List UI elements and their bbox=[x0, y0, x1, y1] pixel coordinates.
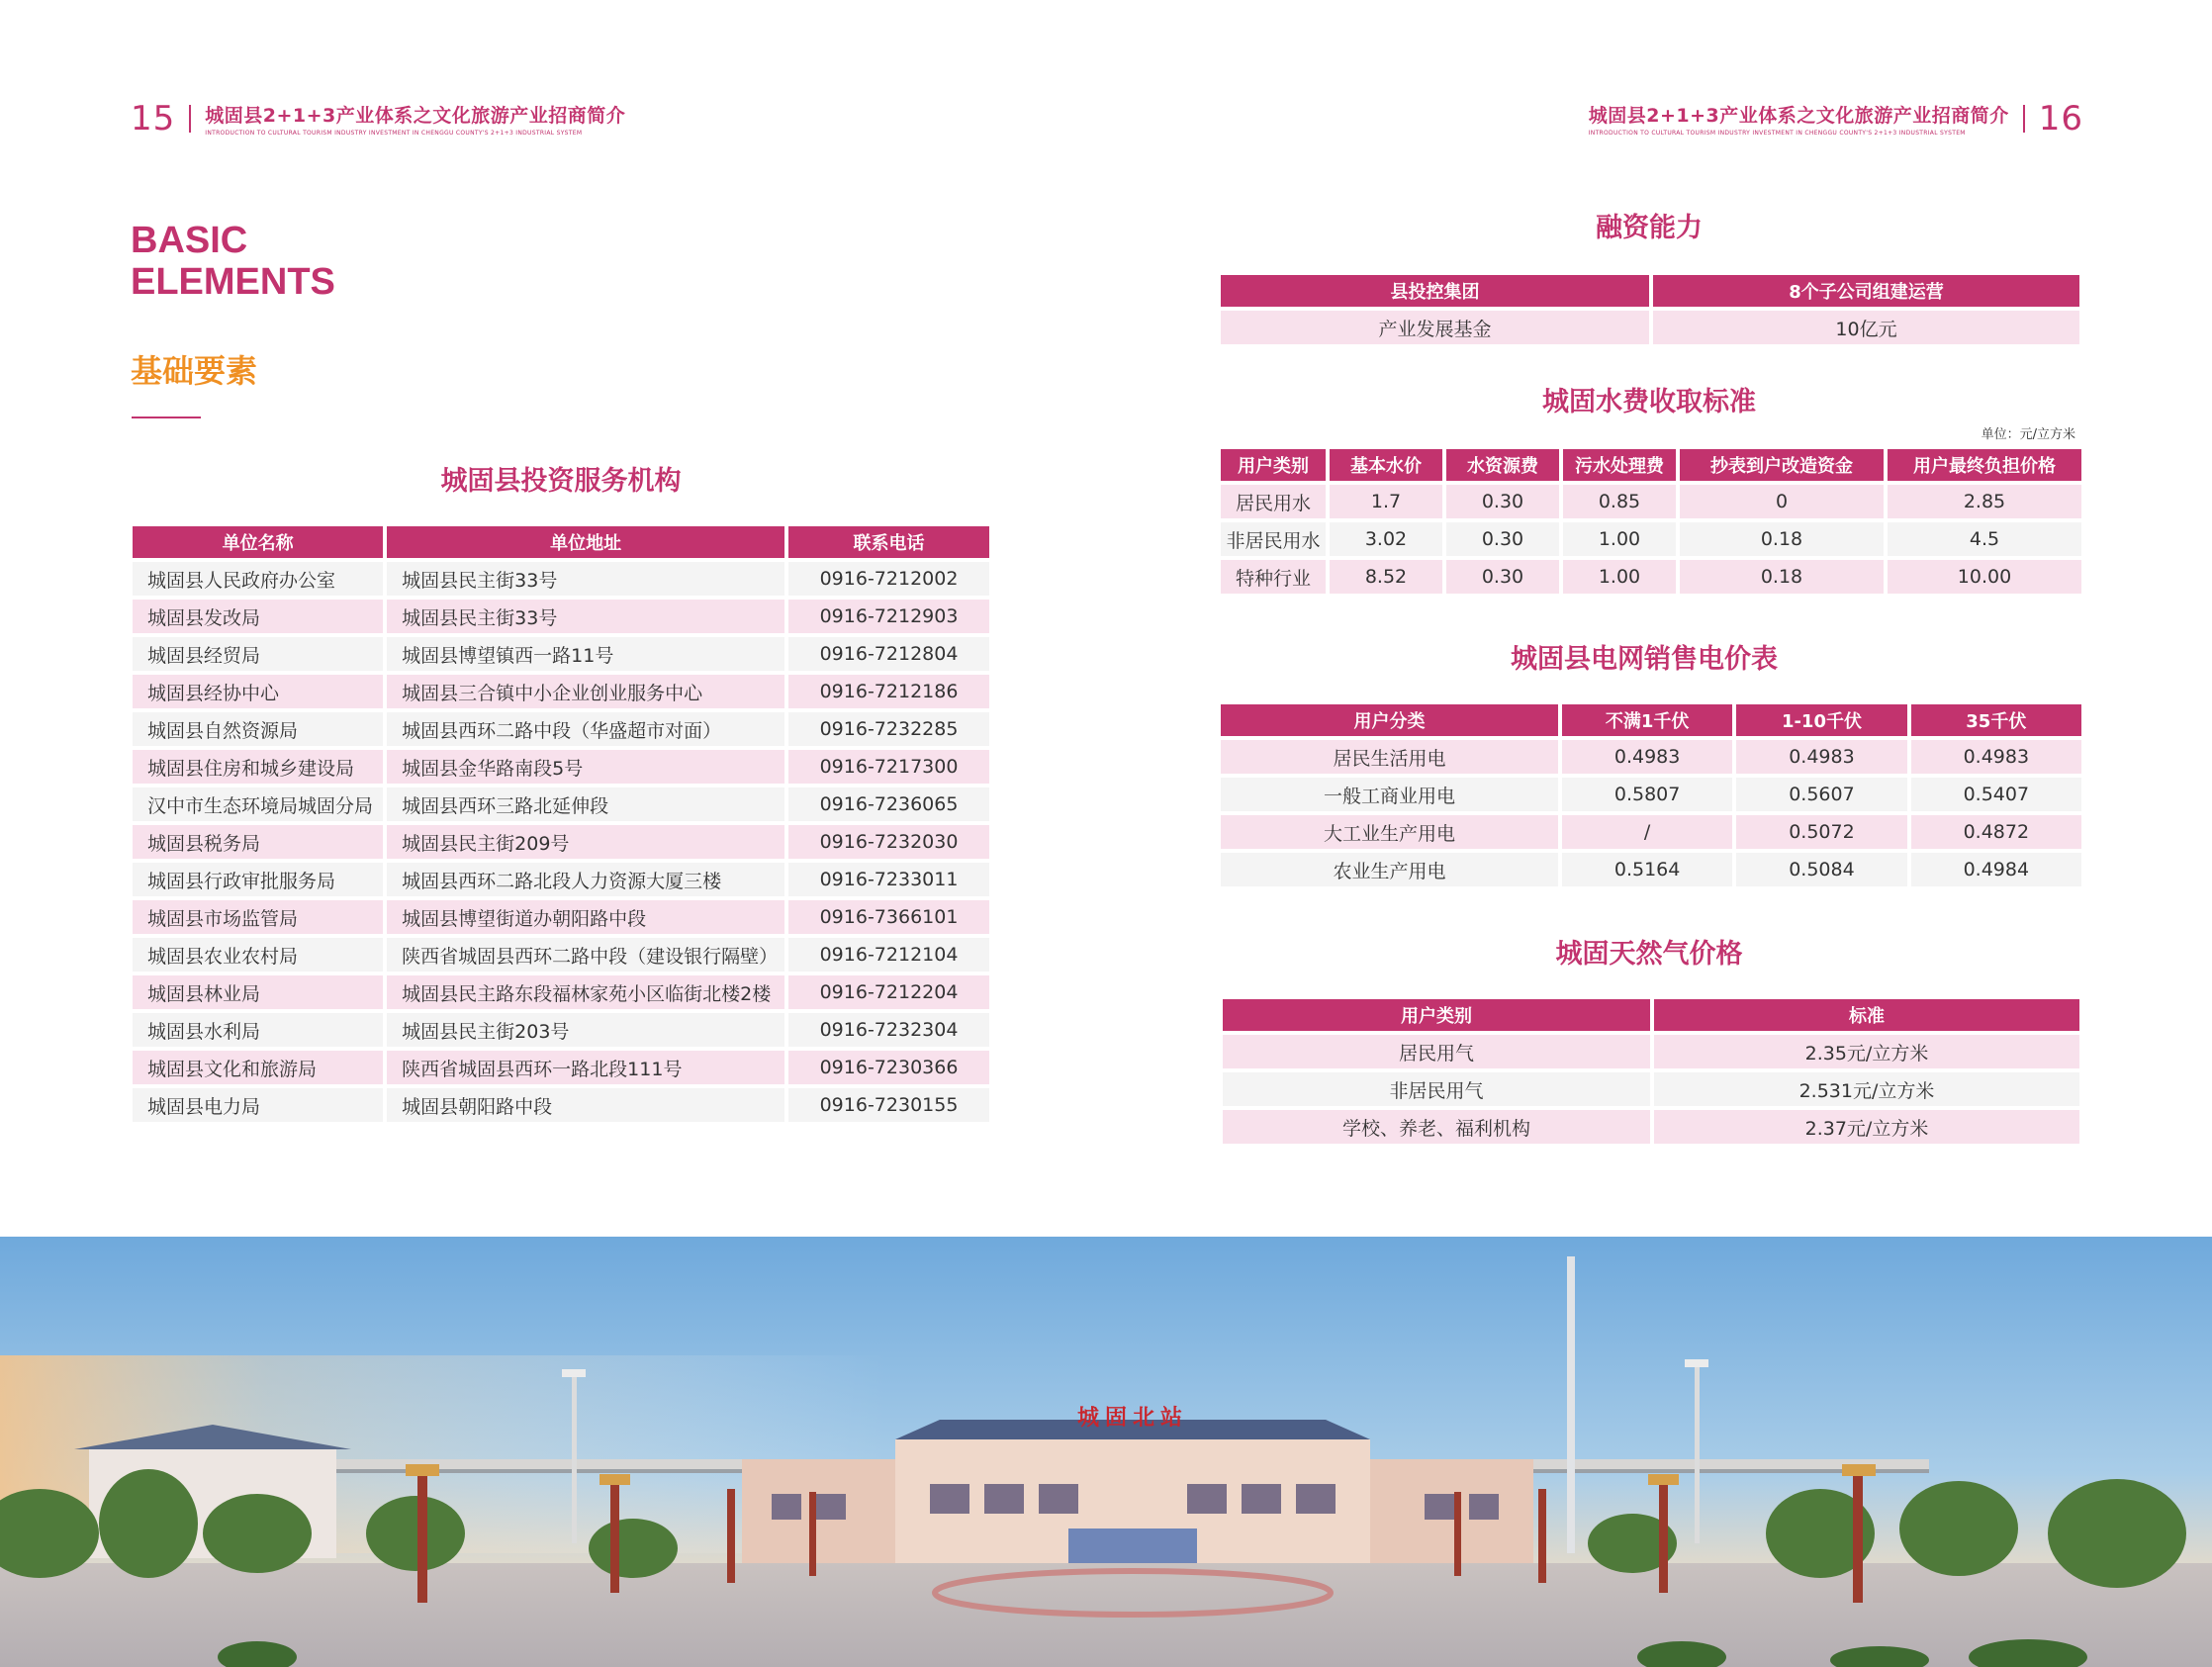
column-header: 基本水价 bbox=[1330, 449, 1442, 481]
table-cell: 城固县电力局 bbox=[133, 1088, 383, 1122]
table-row bbox=[1221, 560, 2081, 594]
table-cell: 0.4983 bbox=[1736, 740, 1906, 774]
table-row bbox=[133, 975, 989, 1009]
table-cell: 0 bbox=[1680, 485, 1884, 518]
table-cell: 1.00 bbox=[1563, 560, 1676, 594]
lamp-head bbox=[562, 1369, 586, 1377]
table-cell: 非居民用水 bbox=[1221, 522, 1326, 556]
agencies-title: 城固县投资服务机构 bbox=[440, 466, 682, 497]
table-row bbox=[1221, 740, 2081, 774]
table-cell: 城固县农业农村局 bbox=[133, 938, 383, 972]
gas-title: 城固天然气价格 bbox=[1555, 939, 1743, 970]
table-cell: 0.18 bbox=[1680, 560, 1884, 594]
table-cell: 3.02 bbox=[1330, 522, 1442, 556]
table-row bbox=[133, 600, 989, 633]
table-cell: 0.30 bbox=[1446, 522, 1559, 556]
table-cell: 城固县市场监管局 bbox=[133, 900, 383, 934]
column-header: 8个子公司组建运营 bbox=[1653, 275, 2079, 307]
table-cell: 0.4983 bbox=[1911, 740, 2081, 774]
table-row bbox=[133, 863, 989, 896]
page-header-right bbox=[1589, 99, 2083, 139]
header-title: 城固县2+1+3产业体系之文化旅游产业招商简介 bbox=[1588, 105, 2009, 127]
table-cell: 0.18 bbox=[1680, 522, 1884, 556]
table-header-row bbox=[1221, 449, 2081, 481]
table-row bbox=[1223, 1035, 2079, 1068]
table-cell: 产业发展基金 bbox=[1221, 311, 1649, 344]
page-header-left bbox=[131, 99, 625, 139]
table-row bbox=[133, 712, 989, 746]
table-cell: 特种行业 bbox=[1221, 560, 1326, 594]
lamp-pole bbox=[1695, 1365, 1700, 1543]
column-header: 单位地址 bbox=[387, 526, 784, 558]
basic-line1: BASIC bbox=[131, 220, 248, 261]
table-cell: 0916-7212903 bbox=[788, 600, 989, 633]
page-number: 15 bbox=[131, 99, 176, 139]
power-table bbox=[1217, 700, 2085, 890]
table-row bbox=[1221, 853, 2081, 886]
water-unit-note: 单位：元/立方米 bbox=[1981, 427, 2075, 442]
column-header: 用户分类 bbox=[1221, 704, 1558, 736]
table-cell: 10亿元 bbox=[1653, 311, 2079, 344]
column-header: 县投控集团 bbox=[1221, 275, 1649, 307]
table-cell: 城固县发改局 bbox=[133, 600, 383, 633]
station-illustration bbox=[0, 1237, 2212, 1667]
header-title: 城固县2+1+3产业体系之文化旅游产业招商简介 bbox=[205, 105, 626, 127]
column-header: 用户类别 bbox=[1221, 449, 1326, 481]
table-cell: 学校、养老、福利机构 bbox=[1223, 1110, 1650, 1144]
table-cell: 汉中市生态环境局城固分局 bbox=[133, 787, 383, 821]
table-cell: 2.85 bbox=[1888, 485, 2081, 518]
table-cell: 0.5164 bbox=[1562, 853, 1732, 886]
table-cell: 0916-7233011 bbox=[788, 863, 989, 896]
table-row bbox=[133, 637, 989, 671]
table-cell: 陕西省城固县西环一路北段111号 bbox=[387, 1051, 784, 1084]
column-header: 1-10千伏 bbox=[1736, 704, 1906, 736]
table-header-row bbox=[133, 526, 989, 558]
table-cell: 0916-7230155 bbox=[788, 1088, 989, 1122]
table-cell: 城固县民主街33号 bbox=[387, 600, 784, 633]
table-row bbox=[133, 1051, 989, 1084]
agencies-table bbox=[129, 522, 993, 1126]
table-cell: 陕西省城固县西环二路中段（建设银行隔壁） bbox=[387, 938, 784, 972]
table-cell: 0.5072 bbox=[1736, 815, 1906, 849]
table-cell: 0916-7212002 bbox=[788, 562, 989, 596]
table-row bbox=[133, 562, 989, 596]
table-cell: 0916-7236065 bbox=[788, 787, 989, 821]
divider bbox=[2023, 105, 2025, 133]
finance-table bbox=[1217, 271, 2083, 348]
finance-title: 融资能力 bbox=[1596, 213, 1703, 243]
table-cell: 城固县西环二路北段人力资源大厦三楼 bbox=[387, 863, 784, 896]
table-cell: 0.4872 bbox=[1911, 815, 2081, 849]
table-cell: 0916-7366101 bbox=[788, 900, 989, 934]
table-cell: 4.5 bbox=[1888, 522, 2081, 556]
column-header: 单位名称 bbox=[133, 526, 383, 558]
table-cell: 城固县民主路东段福林家苑小区临街北楼2楼 bbox=[387, 975, 784, 1009]
column-header: 抄表到户改造资金 bbox=[1680, 449, 1884, 481]
station-photo bbox=[0, 1237, 2212, 1667]
water-title: 城固水费收取标准 bbox=[1542, 387, 1756, 417]
table-cell: 城固县西环三路北延伸段 bbox=[387, 787, 784, 821]
table-cell: 0916-7232304 bbox=[788, 1013, 989, 1047]
table-cell: 2.35元/立方米 bbox=[1654, 1035, 2079, 1068]
table-cell: 城固县林业局 bbox=[133, 975, 383, 1009]
table-cell: 2.531元/立方米 bbox=[1654, 1072, 2079, 1106]
header-title-block bbox=[1589, 101, 2009, 137]
table-cell: 城固县三合镇中小企业创业服务中心 bbox=[387, 675, 784, 708]
table-cell: 城固县西环二路中段（华盛超市对面） bbox=[387, 712, 784, 746]
table-row bbox=[1221, 815, 2081, 849]
table-cell: 0916-7212186 bbox=[788, 675, 989, 708]
table-cell: 0916-7212204 bbox=[788, 975, 989, 1009]
table-cell: 城固县朝阳路中段 bbox=[387, 1088, 784, 1122]
column-header: 污水处理费 bbox=[1563, 449, 1676, 481]
table-row bbox=[133, 1013, 989, 1047]
table-cell: 0.4983 bbox=[1562, 740, 1732, 774]
table-row bbox=[1223, 1110, 2079, 1144]
table-row bbox=[133, 900, 989, 934]
table-cell: 城固县民主街209号 bbox=[387, 825, 784, 859]
table-cell: 0916-7212104 bbox=[788, 938, 989, 972]
table-cell: 居民用气 bbox=[1223, 1035, 1650, 1068]
table-row bbox=[133, 938, 989, 972]
table-cell: 2.37元/立方米 bbox=[1654, 1110, 2079, 1144]
table-header-row bbox=[1221, 704, 2081, 736]
basic-elements-cn: 基础要素 bbox=[131, 352, 258, 390]
table-cell: 0.5407 bbox=[1911, 778, 2081, 811]
comm-tower bbox=[1567, 1256, 1575, 1553]
column-header: 35千伏 bbox=[1911, 704, 2081, 736]
table-cell: 0.85 bbox=[1563, 485, 1676, 518]
table-cell: 城固县人民政府办公室 bbox=[133, 562, 383, 596]
table-cell: 1.00 bbox=[1563, 522, 1676, 556]
table-cell: 居民生活用电 bbox=[1221, 740, 1558, 774]
table-cell: 0.4984 bbox=[1911, 853, 2081, 886]
lamp-pole bbox=[572, 1375, 577, 1543]
table-cell: 农业生产用电 bbox=[1221, 853, 1558, 886]
table-cell: 城固县经协中心 bbox=[133, 675, 383, 708]
column-header: 联系电话 bbox=[788, 526, 989, 558]
table-row bbox=[1221, 522, 2081, 556]
heading-underline bbox=[132, 417, 201, 418]
table-cell: 非居民用气 bbox=[1223, 1072, 1650, 1106]
table-cell: 城固县民主街203号 bbox=[387, 1013, 784, 1047]
column-header: 不满1千伏 bbox=[1562, 704, 1732, 736]
table-cell: 1.7 bbox=[1330, 485, 1442, 518]
table-cell: 0.5807 bbox=[1562, 778, 1732, 811]
table-row bbox=[133, 675, 989, 708]
table-cell: 城固县金华路南段5号 bbox=[387, 750, 784, 784]
divider bbox=[189, 105, 191, 133]
table-cell: 0.30 bbox=[1446, 485, 1559, 518]
header-subtitle: INTRODUCTION TO CULTURAL TOURISM INDUSTRY INVESTMENT IN CHENGGU COUNTY'S 2+1+3 INDUSTRIAL SYSTEM bbox=[205, 130, 583, 137]
lamp-head bbox=[1685, 1359, 1708, 1367]
table-cell: 0916-7217300 bbox=[788, 750, 989, 784]
column-header: 标准 bbox=[1654, 999, 2079, 1031]
header-title-block bbox=[205, 101, 625, 137]
table-row bbox=[1221, 311, 2079, 344]
column-header: 用户最终负担价格 bbox=[1888, 449, 2081, 481]
gas-table bbox=[1219, 995, 2083, 1148]
table-cell: 城固县税务局 bbox=[133, 825, 383, 859]
station-sign: 城固北站 bbox=[1076, 1406, 1189, 1431]
table-row bbox=[1223, 1072, 2079, 1106]
table-cell: 城固县自然资源局 bbox=[133, 712, 383, 746]
column-header: 水资源费 bbox=[1446, 449, 1559, 481]
table-cell: 城固县经贸局 bbox=[133, 637, 383, 671]
table-row bbox=[133, 1088, 989, 1122]
table-cell: 0916-7232030 bbox=[788, 825, 989, 859]
table-row bbox=[1221, 778, 2081, 811]
water-table bbox=[1217, 445, 2085, 598]
table-row bbox=[133, 825, 989, 859]
table-cell: 0916-7230366 bbox=[788, 1051, 989, 1084]
basic-elements-heading bbox=[131, 220, 335, 303]
table-cell: 一般工商业用电 bbox=[1221, 778, 1558, 811]
table-cell: 城固县文化和旅游局 bbox=[133, 1051, 383, 1084]
page-number: 16 bbox=[2038, 99, 2083, 139]
table-cell: 大工业生产用电 bbox=[1221, 815, 1558, 849]
column-header: 用户类别 bbox=[1223, 999, 1650, 1031]
table-header-row bbox=[1223, 999, 2079, 1031]
table-cell: 10.00 bbox=[1888, 560, 2081, 594]
table-cell: 城固县博望镇西一路11号 bbox=[387, 637, 784, 671]
table-row bbox=[1221, 485, 2081, 518]
table-cell: 0916-7232285 bbox=[788, 712, 989, 746]
table-cell: 0.5084 bbox=[1736, 853, 1906, 886]
table-cell: 0.30 bbox=[1446, 560, 1559, 594]
table-cell: 城固县民主街33号 bbox=[387, 562, 784, 596]
table-cell: 城固县水利局 bbox=[133, 1013, 383, 1047]
basic-line2: ELEMENTS bbox=[131, 261, 335, 303]
table-cell: 城固县住房和城乡建设局 bbox=[133, 750, 383, 784]
table-cell: 0.5607 bbox=[1736, 778, 1906, 811]
table-cell: 城固县博望街道办朝阳路中段 bbox=[387, 900, 784, 934]
table-cell: 8.52 bbox=[1330, 560, 1442, 594]
table-cell: 0916-7212804 bbox=[788, 637, 989, 671]
power-title: 城固县电网销售电价表 bbox=[1511, 644, 1778, 675]
table-cell: 居民用水 bbox=[1221, 485, 1326, 518]
table-row bbox=[133, 787, 989, 821]
header-subtitle: INTRODUCTION TO CULTURAL TOURISM INDUSTRY INVESTMENT IN CHENGGU COUNTY'S 2+1+3 INDUSTRIAL SYSTEM bbox=[1588, 130, 1966, 137]
table-cell: / bbox=[1562, 815, 1732, 849]
table-cell: 城固县行政审批服务局 bbox=[133, 863, 383, 896]
table-row bbox=[133, 750, 989, 784]
table-header-row bbox=[1221, 275, 2079, 307]
